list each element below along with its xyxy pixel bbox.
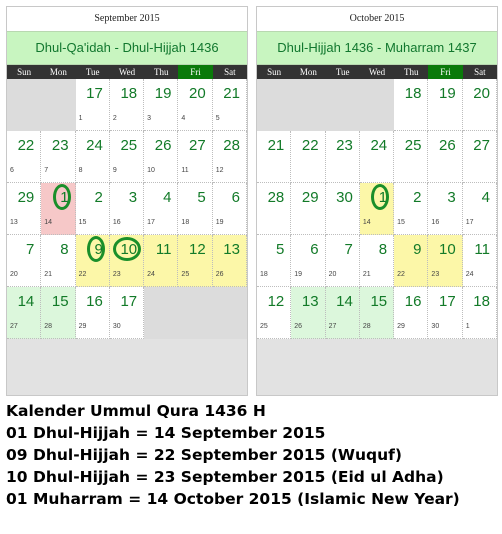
weekday-sat: Sat xyxy=(224,67,236,77)
hijri-day: 24 xyxy=(465,271,474,278)
hijri-day: 25 xyxy=(181,271,190,278)
gregorian-day: 19 xyxy=(154,85,172,102)
hijri-day: 27 xyxy=(328,323,337,330)
gregorian-day: 9 xyxy=(413,241,422,258)
gregorian-day: 20 xyxy=(473,85,490,102)
gregorian-day: 20 xyxy=(189,85,206,102)
empty-cell xyxy=(41,79,75,131)
day-cell xyxy=(76,235,110,287)
weekday-mon: Mon xyxy=(299,67,317,77)
gregorian-day: 22 xyxy=(17,137,35,154)
hijri-day: 8 xyxy=(78,167,83,174)
day-cell xyxy=(394,183,428,235)
day-cell xyxy=(291,183,325,235)
day-cell xyxy=(291,131,325,183)
gregorian-day: 14 xyxy=(17,293,35,310)
day-cell xyxy=(463,235,497,287)
hijri-day: 5 xyxy=(215,115,220,122)
day-cell xyxy=(110,131,144,183)
day-cell xyxy=(7,235,41,287)
gregorian-day: 11 xyxy=(155,241,172,258)
weekday-fri: Fri xyxy=(428,65,462,79)
gregorian-day: 24 xyxy=(86,137,103,154)
gregorian-day: 27 xyxy=(189,137,206,154)
gregorian-day: 13 xyxy=(223,241,240,258)
day-cell xyxy=(144,235,178,287)
gregorian-day: 12 xyxy=(267,293,285,310)
gregorian-day: 6 xyxy=(310,241,319,258)
gregorian-day: 3 xyxy=(447,189,456,206)
day-cell xyxy=(213,131,247,183)
weekday-tue: Tue xyxy=(335,67,350,77)
hijri-day: 20 xyxy=(10,271,18,278)
hijri-day: 1 xyxy=(78,115,83,122)
hijri-day: 28 xyxy=(44,323,53,330)
gregorian-day: 17 xyxy=(120,293,138,310)
gregorian-day: 15 xyxy=(370,293,388,310)
day-cell xyxy=(76,131,110,183)
hijri-day: 12 xyxy=(215,167,224,174)
weekday-sun: Sun xyxy=(267,67,282,77)
weekday-mon: Mon xyxy=(49,67,67,77)
day-cell xyxy=(41,183,75,235)
day-cell xyxy=(213,235,247,287)
weekday-sat: Sat xyxy=(474,67,486,77)
gregorian-day: 25 xyxy=(120,137,138,154)
weekday-header xyxy=(7,65,247,79)
gregorian-day: 24 xyxy=(370,137,388,154)
gregorian-day: 18 xyxy=(404,85,422,102)
hijri-day: 11 xyxy=(181,167,189,174)
hijri-day: 13 xyxy=(10,219,18,226)
day-cell xyxy=(326,183,360,235)
notes-block xyxy=(6,400,500,510)
day-cell xyxy=(144,183,178,235)
hijri-day: 15 xyxy=(78,219,87,226)
gregorian-day: 2 xyxy=(413,189,422,206)
day-cell xyxy=(110,183,144,235)
day-cell xyxy=(213,79,247,131)
gregorian-day: 30 xyxy=(336,189,353,206)
day-cell xyxy=(428,287,462,339)
hijri-day: 1 xyxy=(465,323,470,330)
hijri-title: Dhul-Hijjah 1436 - Muharram 1437 xyxy=(257,31,497,65)
gregorian-day: 22 xyxy=(301,137,319,154)
day-cell xyxy=(144,79,178,131)
gregorian-day: 21 xyxy=(223,85,240,102)
weekday-fri: Fri xyxy=(178,65,212,79)
gregorian-day: 7 xyxy=(344,241,353,258)
gregorian-day: 28 xyxy=(267,189,285,206)
day-cell xyxy=(257,287,291,339)
day-cell xyxy=(291,235,325,287)
empty-cell xyxy=(7,79,41,131)
day-cell xyxy=(76,79,110,131)
day-cell xyxy=(326,235,360,287)
hijri-title: Dhul-Qa'idah - Dhul-Hijjah 1436 xyxy=(7,31,247,65)
gregorian-day: 2 xyxy=(94,189,103,206)
day-cell xyxy=(257,131,291,183)
hijri-day: 18 xyxy=(181,219,190,226)
day-cell xyxy=(7,131,41,183)
day-cell xyxy=(428,131,462,183)
hijri-day: 17 xyxy=(147,219,155,226)
gregorian-day: 10 xyxy=(120,241,138,258)
hijri-day: 30 xyxy=(112,323,121,330)
gregorian-day: 1 xyxy=(378,189,388,206)
hijri-day: 22 xyxy=(397,271,405,278)
hijri-day: 30 xyxy=(431,323,440,330)
hijri-day: 29 xyxy=(397,323,405,330)
gregorian-day: 29 xyxy=(17,189,35,206)
day-cell xyxy=(257,235,291,287)
gregorian-day: 23 xyxy=(51,137,69,154)
hijri-day: 25 xyxy=(260,323,268,330)
hijri-day: 3 xyxy=(147,115,152,122)
day-cell xyxy=(428,183,462,235)
hijri-day: 19 xyxy=(294,271,303,278)
hijri-day: 6 xyxy=(10,167,14,174)
weekday-header xyxy=(257,65,497,79)
gregorian-day: 26 xyxy=(154,137,172,154)
empty-cell xyxy=(213,287,247,339)
day-cell xyxy=(326,287,360,339)
day-cell xyxy=(144,131,178,183)
hijri-day: 19 xyxy=(215,219,224,226)
weekday-thu: Thu xyxy=(154,67,169,77)
gregorian-day: 25 xyxy=(404,137,422,154)
gregorian-day: 14 xyxy=(336,293,353,310)
gregorian-day: 23 xyxy=(336,137,353,154)
weekday-thu: Thu xyxy=(404,67,419,77)
gregorian-day: 5 xyxy=(197,189,206,206)
gregorian-day: 18 xyxy=(120,85,138,102)
gregorian-day: 17 xyxy=(439,293,456,310)
month-title: October 2015 xyxy=(257,7,497,31)
day-cell xyxy=(76,183,110,235)
hijri-day: 10 xyxy=(147,167,155,174)
gregorian-day: 27 xyxy=(473,137,490,154)
day-cell xyxy=(76,287,110,339)
gregorian-day: 9 xyxy=(94,241,103,258)
hijri-day: 22 xyxy=(78,271,87,278)
day-cell xyxy=(41,131,75,183)
day-cell xyxy=(360,183,394,235)
hijri-day: 29 xyxy=(78,323,87,330)
day-cell xyxy=(463,287,497,339)
gregorian-day: 15 xyxy=(51,293,69,310)
day-cell xyxy=(463,79,497,131)
highlight-circle xyxy=(113,237,141,261)
hijri-day: 26 xyxy=(294,323,303,330)
empty-cell xyxy=(178,287,212,339)
day-cell xyxy=(291,287,325,339)
day-cell xyxy=(394,131,428,183)
hijri-day: 2 xyxy=(112,115,117,122)
day-cell xyxy=(326,131,360,183)
day-cell xyxy=(110,287,144,339)
gregorian-day: 3 xyxy=(128,189,138,206)
gregorian-day: 1 xyxy=(60,189,69,206)
hijri-day: 27 xyxy=(10,323,18,330)
month-title: September 2015 xyxy=(7,7,247,31)
day-cell xyxy=(178,183,212,235)
day-cell xyxy=(463,183,497,235)
empty-cell xyxy=(144,287,178,339)
hijri-day: 24 xyxy=(147,271,155,278)
day-cell xyxy=(360,287,394,339)
notes-title: Kalender Ummul Qura 1436 H xyxy=(6,402,266,420)
day-cell xyxy=(394,235,428,287)
hijri-day: 14 xyxy=(362,219,371,226)
hijri-day: 7 xyxy=(44,167,49,174)
day-cell xyxy=(41,235,75,287)
day-cell xyxy=(178,79,212,131)
weekday-sun: Sun xyxy=(17,67,32,77)
day-cell xyxy=(213,183,247,235)
note-line: 09 Dhul-Hijjah = 22 September 2015 (Wuquf) xyxy=(6,446,402,464)
note-line: 10 Dhul-Hijjah = 23 September 2015 (Eid ul Adha) xyxy=(6,468,444,486)
note-line: 01 Dhul-Hijjah = 14 September 2015 xyxy=(6,424,326,442)
gregorian-day: 19 xyxy=(439,85,456,102)
empty-cell xyxy=(326,79,360,131)
day-cell xyxy=(7,287,41,339)
gregorian-day: 10 xyxy=(439,241,456,258)
hijri-day: 18 xyxy=(260,271,268,278)
day-grid xyxy=(257,79,497,339)
highlight-circle xyxy=(371,184,389,210)
hijri-day: 21 xyxy=(44,271,53,278)
day-grid xyxy=(7,79,247,339)
gregorian-day: 21 xyxy=(267,137,285,154)
gregorian-day: 8 xyxy=(378,241,388,258)
day-cell xyxy=(394,287,428,339)
hijri-day: 28 xyxy=(362,323,371,330)
gregorian-day: 16 xyxy=(404,293,422,310)
day-cell xyxy=(41,287,75,339)
gregorian-day: 29 xyxy=(301,189,319,206)
day-cell xyxy=(428,235,462,287)
day-cell xyxy=(428,79,462,131)
empty-cell xyxy=(257,79,291,131)
day-cell xyxy=(110,235,144,287)
day-cell xyxy=(463,131,497,183)
hijri-day: 23 xyxy=(112,271,121,278)
note-line: 01 Muharram = 14 October 2015 (Islamic New Year) xyxy=(6,490,460,508)
gregorian-day: 13 xyxy=(301,293,319,310)
hijri-day: 26 xyxy=(215,271,224,278)
gregorian-day: 4 xyxy=(481,189,490,206)
weekday-wed: Wed xyxy=(118,67,136,77)
hijri-day: 16 xyxy=(112,219,121,226)
day-cell xyxy=(110,79,144,131)
gregorian-day: 18 xyxy=(473,293,490,310)
day-cell xyxy=(178,131,212,183)
hijri-day: 21 xyxy=(362,271,371,278)
day-cell xyxy=(257,183,291,235)
gregorian-day: 17 xyxy=(86,85,103,102)
highlight-circle xyxy=(87,236,105,262)
gregorian-day: 12 xyxy=(189,241,206,258)
day-cell xyxy=(178,235,212,287)
day-cell xyxy=(360,235,394,287)
gregorian-day: 5 xyxy=(275,241,285,258)
hijri-day: 15 xyxy=(397,219,405,226)
day-cell xyxy=(394,79,428,131)
gregorian-day: 7 xyxy=(25,241,35,258)
gregorian-day: 26 xyxy=(439,137,456,154)
gregorian-day: 16 xyxy=(86,293,103,310)
highlight-circle xyxy=(53,184,71,210)
gregorian-day: 4 xyxy=(163,189,172,206)
empty-cell xyxy=(291,79,325,131)
hijri-day: 17 xyxy=(465,219,474,226)
gregorian-day: 8 xyxy=(60,241,69,258)
hijri-day: 16 xyxy=(431,219,440,226)
calendar-september xyxy=(6,6,248,396)
hijri-day: 14 xyxy=(44,219,53,226)
hijri-day: 20 xyxy=(328,271,337,278)
weekday-tue: Tue xyxy=(85,67,100,77)
hijri-day: 23 xyxy=(431,271,440,278)
weekday-wed: Wed xyxy=(368,67,386,77)
day-cell xyxy=(7,183,41,235)
hijri-day: 4 xyxy=(181,115,186,122)
gregorian-day: 28 xyxy=(223,137,240,154)
calendar-october xyxy=(256,6,498,396)
hijri-day: 9 xyxy=(112,167,117,174)
gregorian-day: 6 xyxy=(231,189,240,206)
gregorian-day: 11 xyxy=(474,241,490,258)
day-cell xyxy=(360,131,394,183)
empty-cell xyxy=(360,79,394,131)
